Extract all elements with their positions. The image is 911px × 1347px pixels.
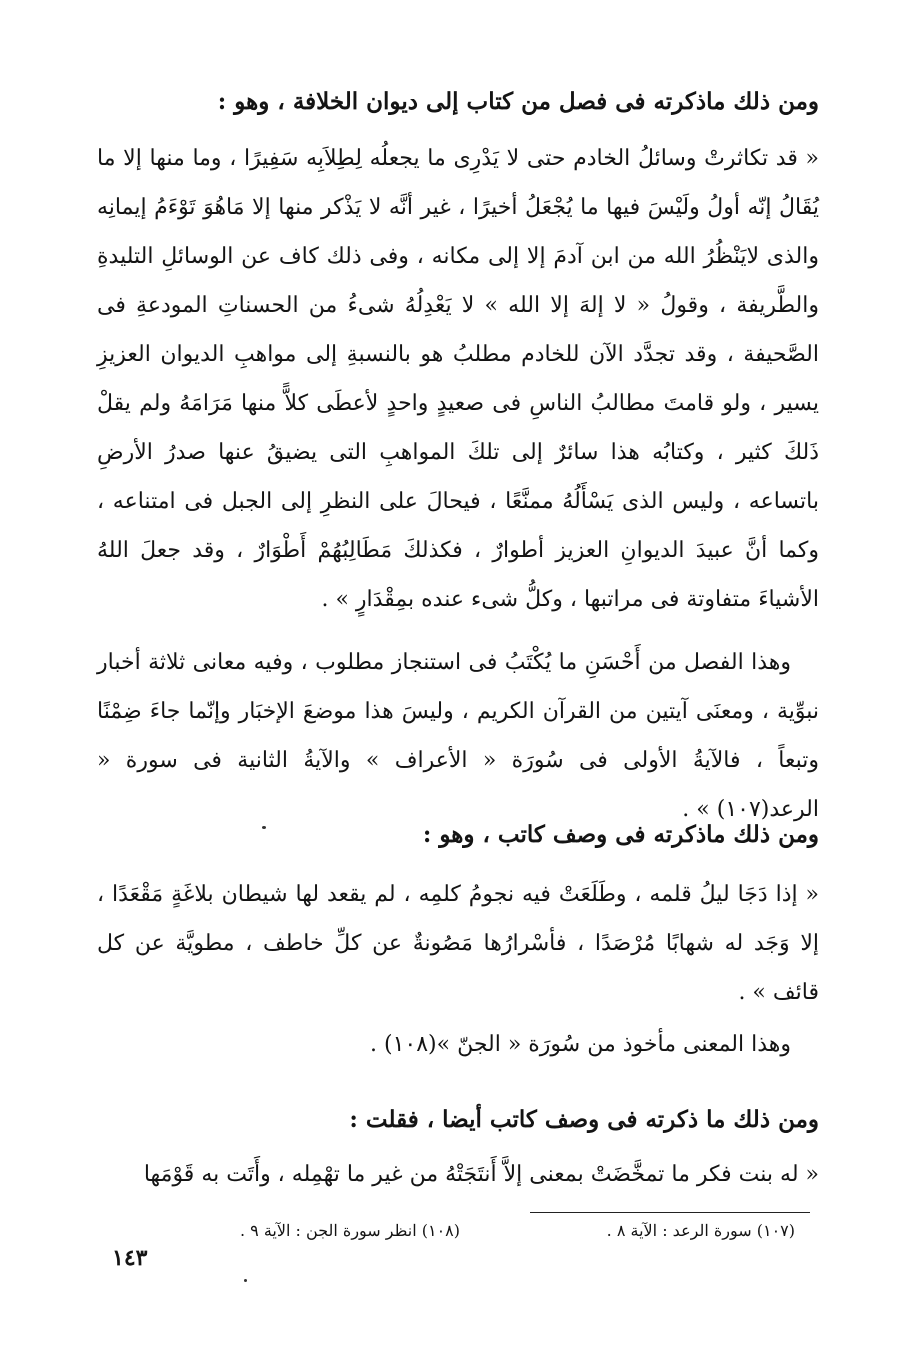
footnotes	[240, 1218, 795, 1244]
commentary-paragraph-2: وهذا المعنى مأخوذ من سُورَة « الجنّ »(١٠٨) .	[370, 1032, 791, 1057]
section-heading-scribe-again: ومن ذلك ما ذكرته فى وصف كاتب أيضا ، فقلت :	[349, 1106, 819, 1133]
quote-paragraph-scribe: « إذا دَجَا ليلُ قلمه ، وطَلَعَتْ فيه نجومُ كلمِه ، لم يقعد لها شيطان بلاغَةٍ مَقْعَدًا ، إلا وَجَد له شهابًا مُرْصَدًا ، فأسْرارُها مَصُونةٌ عن كلِّ خاطف ، مطويَّة عن كل قائف » .	[97, 882, 819, 1005]
quote-paragraph-start: « له بنت فكر ما تمخَّضَتْ بمعنى إلاَّ أَنتَجَتْهُ من غير ما تهْمِله ، وأَتَت به قَوْمَها	[143, 1162, 819, 1187]
section-heading-caliphate-letter: ومن ذلك ماذكرته فى فصل من كتاب إلى ديوان الخلافة ، وهو :	[217, 88, 819, 115]
commentary-paragraph-1: وهذا الفصل من أَحْسَنِ ما يُكْتَبُ فى استنجاز مطلوب ، وفيه معانى ثلاثة أخبار نبوِّية ، ومعنَى آيتين من القرآن الكريم ، وليسَ هذا موضعَ الإخبَار وإنّما جاءَ ضِمْنًا وتبعاً ، فالآيةُ الأولى فى سُورَة « الأعراف » والآيةُ الثانية فى سورة « الرعد(١٠٧) » .	[97, 650, 819, 822]
footnote-107: (١٠٧) سورة الرعد : الآية ٨ .	[606, 1221, 795, 1240]
footnote-rule	[530, 1212, 810, 1213]
page-number: ١٤٣	[112, 1245, 148, 1271]
footnote-108: (١٠٨) انظر سورة الجن : الآية ٩ .	[240, 1221, 461, 1240]
section-heading-scribe: ومن ذلك ماذكرته فى وصف كاتب ، وهو :	[422, 821, 819, 848]
quote-paragraph-caliphate: « قد تكاثرتْ وسائلُ الخادم حتى لا يَدْرِى ما يجعلُه لِطِلاَبِه سَفِيرًا ، وما منها إلا ما يُقَالُ إنّه أولُ ولَيْسَ فيها ما يُجْعَلُ أخيرًا ، غير أنَّه لا يَذْكر منها إلا مَاهُوَ تَوْءَمُ إيمانِه والذى لايَنْظُرُ الله من ابن آدمَ إلا إلى مكانه ، وفى ذلك كاف عن الوسائلِ التليدةِ والطَّريفة ، وقولُ « لا إلهَ إلا الله » لا يَعْدِلُهُ شىءُ من الحسناتِ المودعةِ فى الصَّحيفة ، وقد تجدَّد الآن للخادم مطلبُ هو بالنسبةِ إلى مواهبِ الديوان العزيزِ يسير ، ولو قامتَ مطالبُ الناسِ فى صعيدٍ واحدٍ لأعطَى كلاًّ منها مَرَامَهُ ولم يقلْ ذَلكَ كثير ، وكتابُه هذا سائرٌ إلى تلكَ المواهبِ التى يضيقُ عنها صدرُ الأرضِ باتساعه ، وليس الذى يَسْأَلُهُ ممنَّعًا ، فيحالَ على النظرِ إلى الجبل فى امتناعه ، وكما أنَّ عبيدَ الديوانِ العزيز أطوارٌ ، فكذلكَ مَطَالِبُهُمْ أَطْوَارٌ ، وقد جعلَ اللهُ الأشياءَ متفاوتة فى مراتبها ، وكلُّ شىء عنده بمِقْدَارٍ » .	[97, 146, 819, 612]
scan-speck	[262, 826, 266, 829]
scan-speck	[244, 1279, 247, 1282]
